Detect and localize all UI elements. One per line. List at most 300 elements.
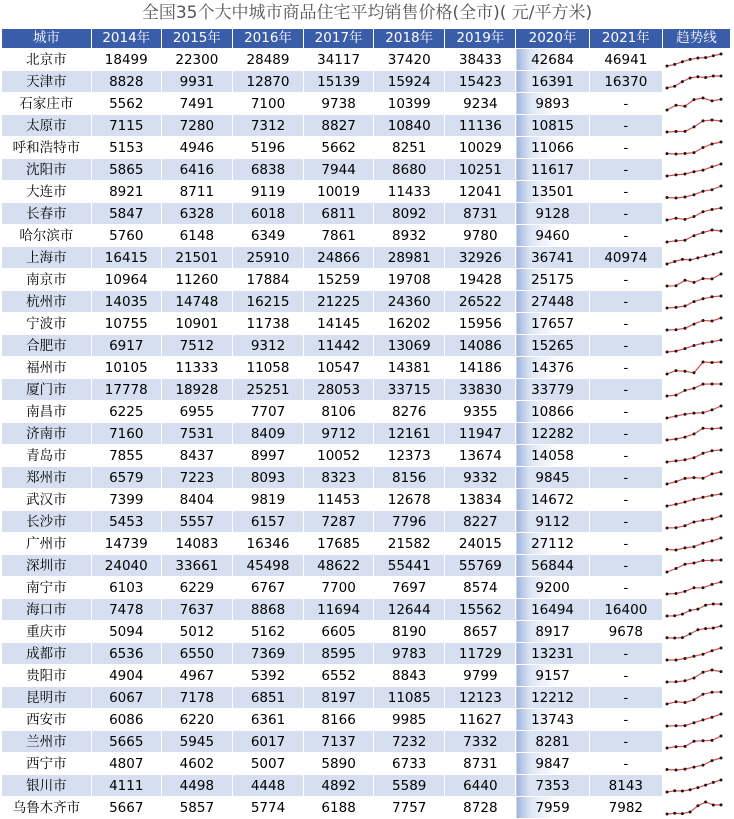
city-cell: 成都市	[2, 643, 91, 665]
city-cell: 北京市	[2, 49, 91, 71]
trend-point	[701, 210, 704, 213]
price-cell: 15562	[445, 599, 516, 621]
city-cell: 福州市	[2, 357, 91, 379]
trend-line	[667, 670, 721, 682]
trend-point	[674, 305, 677, 308]
price-cell: 11058	[232, 357, 303, 379]
trend-point	[719, 756, 722, 759]
trend-sparkline	[663, 622, 725, 642]
price-cell: -	[589, 137, 662, 159]
trend-sparkline	[663, 556, 725, 576]
trend-sparkline-cell	[662, 753, 730, 775]
price-cell: 4602	[161, 753, 232, 775]
trend-sparkline	[663, 50, 725, 70]
trend-point	[719, 184, 722, 187]
price-cell: 12212	[516, 687, 589, 709]
price-cell: 7700	[304, 577, 374, 599]
price-cell: 5557	[161, 511, 232, 533]
trend-point	[701, 518, 704, 521]
city-cell: 青岛市	[2, 445, 91, 467]
trend-point	[674, 196, 677, 199]
price-cell: 9128	[516, 203, 589, 225]
trend-point	[710, 493, 713, 496]
price-cell: -	[589, 511, 662, 533]
price-cell: 6536	[91, 643, 161, 665]
price-cell: 8595	[304, 643, 374, 665]
price-cell: 18499	[91, 49, 161, 71]
trend-sparkline-cell	[662, 335, 730, 357]
price-cell: 8251	[374, 137, 445, 159]
trend-sparkline	[663, 182, 725, 202]
trend-point	[704, 783, 707, 786]
price-cell: 11433	[374, 181, 445, 203]
trend-point	[701, 119, 704, 122]
price-cell: 10019	[304, 181, 374, 203]
price-cell: 7223	[161, 467, 232, 489]
city-cell: 石家庄市	[2, 93, 91, 115]
price-cell: 46941	[589, 49, 662, 71]
price-cell: 7707	[232, 401, 303, 423]
trend-point	[673, 614, 676, 617]
trend-point	[665, 482, 668, 485]
trend-point	[689, 608, 692, 611]
table-row	[2, 291, 731, 313]
trend-point	[683, 589, 686, 592]
trend-point	[683, 679, 686, 682]
table-row	[2, 577, 731, 599]
price-cell: -	[589, 577, 662, 599]
price-cell: 8404	[161, 489, 232, 511]
trend-point	[665, 174, 668, 177]
city-cell: 贵阳市	[2, 665, 91, 687]
table-row	[2, 731, 731, 753]
column-header-4: 2017年	[304, 29, 374, 49]
price-cell: 7512	[161, 335, 232, 357]
price-cell: 14035	[91, 291, 161, 313]
trend-point	[719, 778, 722, 781]
trend-point	[681, 60, 684, 63]
city-cell: 大连市	[2, 181, 91, 203]
column-header-1: 2014年	[91, 29, 161, 49]
price-cell: 17884	[232, 269, 303, 291]
trend-point	[692, 98, 695, 101]
trend-point	[701, 168, 704, 171]
trend-point	[710, 208, 713, 211]
price-cell: 8731	[445, 753, 516, 775]
price-cell: 25175	[516, 269, 589, 291]
price-cell: -	[589, 753, 662, 775]
trend-point	[674, 349, 677, 352]
trend-point	[689, 258, 692, 261]
trend-line	[667, 604, 721, 616]
table-title: 全国35个大中城市商品住宅平均销售价格(全市)( 元/平方米)	[141, 3, 593, 23]
trend-point	[696, 256, 699, 259]
trend-sparkline	[663, 226, 725, 246]
price-cell: 10029	[445, 137, 516, 159]
trend-point	[665, 152, 668, 155]
price-cell: 15259	[304, 269, 374, 291]
trend-sparkline	[663, 798, 725, 818]
trend-point	[719, 316, 722, 319]
price-cell: 6086	[91, 709, 161, 731]
trend-sparkline	[663, 402, 725, 422]
table-row	[2, 555, 731, 577]
price-cell: 6067	[91, 687, 161, 709]
trend-point	[683, 767, 686, 770]
price-cell: 9712	[304, 423, 374, 445]
price-cell: 6188	[304, 797, 374, 819]
trend-point	[665, 306, 668, 309]
price-cell: 21582	[374, 533, 445, 555]
trend-point	[683, 435, 686, 438]
trend-point	[710, 472, 713, 475]
city-cell: 广州市	[2, 533, 91, 555]
price-cell: 8828	[91, 71, 161, 93]
trend-point	[665, 504, 668, 507]
price-cell: -	[589, 445, 662, 467]
price-cell: 8657	[445, 621, 516, 643]
price-cell: 14083	[161, 533, 232, 555]
price-cell: 11627	[445, 709, 516, 731]
trend-point	[674, 393, 677, 396]
trend-point	[710, 228, 713, 231]
price-cell: 33661	[161, 555, 232, 577]
trend-sparkline-cell	[662, 291, 730, 313]
price-cell: 8197	[304, 687, 374, 709]
trend-point	[681, 812, 684, 815]
city-cell: 昆明市	[2, 687, 91, 709]
price-cell: 5196	[232, 137, 303, 159]
price-cell: 6361	[232, 709, 303, 731]
trend-sparkline	[663, 666, 725, 686]
price-cell: 8143	[589, 775, 662, 797]
trend-sparkline-cell	[662, 93, 730, 115]
price-cell: 6550	[161, 643, 232, 665]
price-cell: 6917	[91, 335, 161, 357]
price-cell: 37420	[374, 49, 445, 71]
price-cell: 24866	[304, 247, 374, 269]
trend-point	[704, 603, 707, 606]
price-cell: -	[589, 401, 662, 423]
price-cell: 33715	[374, 379, 445, 401]
trend-point	[689, 76, 692, 79]
trend-point	[710, 539, 713, 542]
price-cell: 6103	[91, 577, 161, 599]
trend-point	[719, 712, 722, 715]
price-cell: 55769	[445, 555, 516, 577]
price-cell: 8281	[516, 731, 589, 753]
price-cell: 9780	[445, 225, 516, 247]
trend-point	[692, 520, 695, 523]
price-cell: 6838	[232, 159, 303, 181]
trend-point	[701, 652, 704, 655]
trend-point	[704, 76, 707, 79]
price-cell: 10251	[445, 159, 516, 181]
column-header-0: 城市	[2, 29, 91, 49]
price-cell: 7491	[161, 93, 232, 115]
trend-point	[665, 262, 668, 265]
price-cell: 5007	[232, 753, 303, 775]
trend-point	[674, 502, 677, 505]
price-cell: 6229	[161, 577, 232, 599]
trend-point	[692, 497, 695, 500]
price-cell: 11694	[304, 599, 374, 621]
price-cell: 11947	[445, 423, 516, 445]
table-row	[2, 357, 731, 379]
trend-sparkline	[663, 204, 725, 224]
trend-point	[692, 432, 695, 435]
price-cell: -	[589, 313, 662, 335]
price-cell: 9893	[516, 93, 589, 115]
trend-point	[692, 765, 695, 768]
trend-point	[689, 57, 692, 60]
price-cell: 10105	[91, 357, 161, 379]
trend-point	[689, 632, 692, 635]
trend-point	[701, 586, 704, 589]
trend-point	[719, 294, 722, 297]
city-cell: 南昌市	[2, 401, 91, 423]
trend-point	[710, 382, 713, 385]
trend-point	[665, 746, 668, 749]
price-cell: 7944	[304, 159, 374, 181]
price-cell: -	[589, 115, 662, 137]
trend-point	[674, 724, 677, 727]
price-cell: -	[589, 93, 662, 115]
trend-point	[692, 676, 695, 679]
trend-sparkline	[663, 534, 725, 554]
trend-point	[674, 548, 677, 551]
price-cell: 25251	[232, 379, 303, 401]
trend-sparkline-cell	[662, 225, 730, 247]
trend-point	[719, 734, 722, 737]
price-cell: 6225	[91, 401, 161, 423]
price-cell: -	[589, 269, 662, 291]
city-cell: 呼和浩特市	[2, 137, 91, 159]
price-cell: 9819	[232, 489, 303, 511]
city-cell: 乌鲁木齐市	[2, 797, 91, 819]
price-cell: 16391	[516, 71, 589, 93]
trend-point	[692, 371, 695, 374]
trend-point	[701, 559, 704, 562]
trend-point	[710, 558, 713, 561]
price-cell: 9783	[374, 643, 445, 665]
trend-point	[701, 763, 704, 766]
trend-sparkline-cell	[662, 665, 730, 687]
trend-point	[674, 369, 677, 372]
price-cell: 5760	[91, 225, 161, 247]
trend-point	[665, 658, 668, 661]
price-cell: 9985	[374, 709, 445, 731]
trend-point	[692, 280, 695, 283]
price-cell: 6851	[232, 687, 303, 709]
trend-point	[665, 438, 668, 441]
trend-point	[683, 195, 686, 198]
trend-sparkline-cell	[662, 159, 730, 181]
trend-point	[665, 328, 668, 331]
price-cell: 6416	[161, 159, 232, 181]
city-cell: 济南市	[2, 423, 91, 445]
trend-point	[683, 347, 686, 350]
trend-sparkline	[663, 600, 725, 620]
trend-point	[712, 54, 715, 57]
trend-point	[710, 142, 713, 145]
price-cell: -	[589, 203, 662, 225]
trend-point	[710, 690, 713, 693]
price-cell: 16202	[374, 313, 445, 335]
price-cell: 4946	[161, 137, 232, 159]
price-cell: 14145	[304, 313, 374, 335]
trend-point	[712, 602, 715, 605]
trend-point	[704, 254, 707, 257]
price-cell: -	[589, 467, 662, 489]
trend-point	[701, 319, 704, 322]
trend-point	[704, 627, 707, 630]
table-row	[2, 313, 731, 335]
trend-point	[665, 526, 668, 529]
trend-point	[696, 75, 699, 78]
price-cell: 8921	[91, 181, 161, 203]
price-cell: 6552	[304, 665, 374, 687]
trend-point	[665, 680, 668, 683]
price-cell: 7353	[516, 775, 589, 797]
trend-point	[704, 56, 707, 59]
trend-point	[683, 546, 686, 549]
price-cell: 28053	[304, 379, 374, 401]
price-cell: 27448	[516, 291, 589, 313]
trend-point	[665, 702, 668, 705]
city-cell: 兰州市	[2, 731, 91, 753]
trend-point	[674, 592, 677, 595]
trend-point	[683, 369, 686, 372]
table-row	[2, 181, 731, 203]
trend-sparkline-cell	[662, 555, 730, 577]
trend-sparkline-cell	[662, 423, 730, 445]
price-cell: 11333	[161, 357, 232, 379]
city-cell: 银川市	[2, 775, 91, 797]
table-row	[2, 93, 731, 115]
price-cell: 13834	[445, 489, 516, 511]
trend-point	[710, 165, 713, 168]
price-cell: 6328	[161, 203, 232, 225]
trend-point	[674, 745, 677, 748]
price-cell: 9332	[445, 467, 516, 489]
price-cell: -	[589, 643, 662, 665]
table-row	[2, 379, 731, 401]
price-cell: -	[589, 291, 662, 313]
trend-point	[719, 492, 722, 495]
price-cell: -	[589, 665, 662, 687]
trend-point	[692, 456, 695, 459]
price-cell: 14748	[161, 291, 232, 313]
table-row	[2, 643, 731, 665]
price-cell: 12870	[232, 71, 303, 93]
price-cell: 14672	[516, 489, 589, 511]
city-cell: 太原市	[2, 115, 91, 137]
trend-sparkline	[663, 270, 725, 290]
price-cell: 5162	[232, 621, 303, 643]
trend-point	[674, 680, 677, 683]
trend-point	[710, 340, 713, 343]
price-cell: 7637	[161, 599, 232, 621]
price-cell: 8409	[232, 423, 303, 445]
price-cell: -	[589, 159, 662, 181]
trend-sparkline-cell	[662, 115, 730, 137]
trend-point	[710, 188, 713, 191]
price-cell: -	[589, 709, 662, 731]
trend-point	[719, 206, 722, 209]
trend-point	[681, 257, 684, 260]
price-cell: 8997	[232, 445, 303, 467]
trend-point	[696, 628, 699, 631]
table-body	[2, 49, 731, 819]
city-cell: 海口市	[2, 599, 91, 621]
price-cell: 24360	[374, 291, 445, 313]
trend-point	[674, 152, 677, 155]
price-cell: 40974	[589, 247, 662, 269]
trend-sparkline-cell	[662, 49, 730, 71]
trend-point	[673, 789, 676, 792]
price-cell: 6220	[161, 709, 232, 731]
price-cell: 18928	[161, 379, 232, 401]
price-cell: 10755	[91, 313, 161, 335]
price-cell: 6017	[232, 731, 303, 753]
price-cell: 5890	[304, 753, 374, 775]
trend-point	[701, 189, 704, 192]
price-cell: -	[589, 555, 662, 577]
trend-point	[683, 326, 686, 329]
price-cell: 9678	[589, 621, 662, 643]
price-cell: 9799	[445, 665, 516, 687]
trend-point	[674, 173, 677, 176]
trend-point	[692, 586, 695, 589]
trend-point	[665, 240, 668, 243]
price-cell: -	[589, 335, 662, 357]
trend-point	[696, 56, 699, 59]
trend-point	[674, 459, 677, 462]
trend-point	[710, 361, 713, 364]
trend-point	[674, 567, 677, 570]
price-cell: 7137	[304, 731, 374, 753]
trend-point	[710, 582, 713, 585]
trend-point	[701, 541, 704, 544]
trend-point	[674, 216, 677, 219]
trend-point	[692, 151, 695, 154]
price-cell: 8827	[304, 115, 374, 137]
city-cell: 沈阳市	[2, 159, 91, 181]
trend-point	[701, 411, 704, 414]
trend-point	[719, 97, 722, 100]
trend-point	[665, 592, 668, 595]
trend-point	[683, 104, 686, 107]
trend-point	[674, 768, 677, 771]
trend-point	[719, 119, 722, 122]
trend-point	[683, 217, 686, 220]
trend-point	[683, 500, 686, 503]
price-cell: 9200	[516, 577, 589, 599]
trend-sparkline-cell	[662, 775, 730, 797]
table-row	[2, 665, 731, 687]
price-cell: -	[589, 731, 662, 753]
trend-point	[674, 700, 677, 703]
trend-sparkline	[663, 160, 725, 180]
price-cell: 5945	[161, 731, 232, 753]
trend-point	[673, 84, 676, 87]
city-cell: 武汉市	[2, 489, 91, 511]
price-cell: 7861	[304, 225, 374, 247]
table-row	[2, 599, 731, 621]
trend-point	[665, 547, 668, 550]
price-cell: 6811	[304, 203, 374, 225]
